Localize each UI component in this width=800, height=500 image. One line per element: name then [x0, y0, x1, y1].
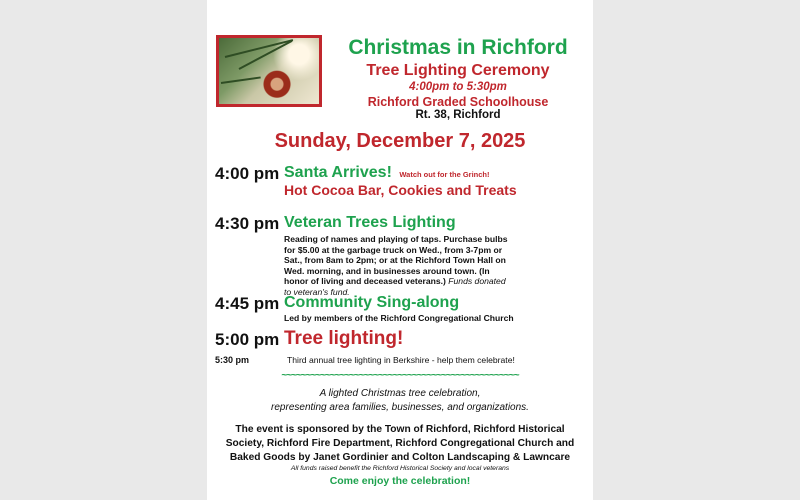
event-date: Sunday, December 7, 2025: [274, 130, 526, 152]
schedule-description: [284, 234, 512, 297]
schedule-time: 4:00 pm: [215, 164, 280, 183]
schedule-time: 5:30 pm: [215, 355, 250, 365]
schedule-description-italic: Funds donated to veteran's fund.: [284, 276, 506, 297]
schedule-description: Third annual tree lighting in Berkshire - help them celebrate!: [287, 355, 515, 365]
schedule-title: Community Sing-along: [284, 294, 460, 311]
address: Rt. 38, Richford: [415, 109, 501, 121]
closing-line: Come enjoy the celebration!: [329, 475, 471, 487]
sponsor-line2: Society, Richford Fire Department, Richford Congregational Church and: [225, 438, 575, 449]
sponsor-line1: The event is sponsored by the Town of Richford, Richford Historical: [235, 424, 565, 435]
schedule-title: Tree lighting!: [284, 328, 404, 349]
schedule-time: 5:00 pm: [215, 330, 280, 349]
tagline-line1: A lighted Christmas tree celebration,: [319, 388, 481, 399]
tagline-line2: representing area families, businesses, and organizations.: [271, 402, 529, 413]
time-range: 4:00pm to 5:30pm: [409, 81, 507, 93]
fine-print: All funds raised benefit the Richford Historical Society and local veterans: [290, 465, 510, 472]
ornament-photo: [216, 35, 322, 107]
divider: ~~~~~~~~~~~~~~~~~~~~~~~~~~~~~~~~~~~~~~~~~~~~~~~~~: [281, 370, 519, 381]
schedule-time: 4:30 pm: [215, 214, 280, 233]
schedule-title-text: Santa Arrives!: [284, 164, 392, 181]
schedule-description-text: Reading of names and playing of taps. Purchase bulbs for $5.00 at the garbage truck on Wed., from 3-7pm or Sat., from 8am to 2pm; or at the Richford Town Hall on Wed. morning, and in businesses around town. (In honor of living and deceased veterans.): [284, 234, 508, 286]
sponsor-line3: Baked Goods by Janet Gordinier and Colton Landscaping & Lawncare: [229, 452, 571, 463]
flyer-page: [207, 0, 593, 500]
event-title: Christmas in Richford: [348, 36, 568, 59]
schedule-title: Veteran Trees Lighting: [284, 214, 456, 231]
venue: Richford Graded Schoolhouse: [367, 95, 549, 109]
schedule-description: Led by members of the Richford Congregational Church: [284, 313, 514, 323]
schedule-extra: Hot Cocoa Bar, Cookies and Treats: [284, 182, 517, 198]
schedule-time: 4:45 pm: [215, 294, 280, 313]
schedule-note: Watch out for the Grinch!: [399, 170, 490, 179]
schedule-title: [284, 164, 490, 182]
event-subtitle: Tree Lighting Ceremony: [366, 62, 550, 79]
